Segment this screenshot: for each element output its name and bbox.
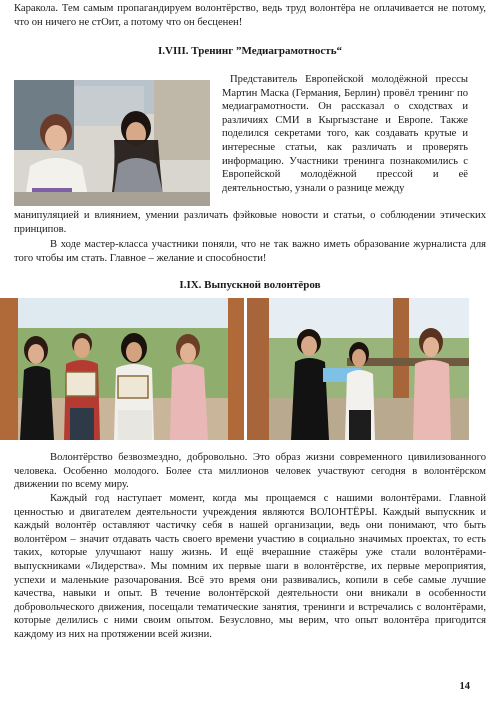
media-training-paragraph: Представитель Европейской молодёжной прессы Мартин Маска (Германия, Берлин) провёл тренинг по медиаграмотности. Он рассказал о сходствах и различиях СМИ в Кыргызстане и Европе. Также поделился секретами того, как создавать крутые и интересные статьи, как различать и проверять информацию. Участники тренинга познакомились с Европейской молодёжной прессой и её деятельностью, узнали о разнице между xyxy=(222,74,468,194)
section-heading-media-literacy: I.VIII. Тренинг ”Медиаграмотность“ xyxy=(157,45,343,57)
graduation-paragraph: Каждый год наступает момент, когда мы прощаемся с нашими волонтёрами. Главной ценностью и двигателем деятельности учреждения являются ВОЛОНТЁРЫ. Каждый выпускник и каждый волонтёр оставляют частичку себя в нашей организации, ведь они понимают, что быть волонтёром – значит отдавать часть своего времени участию в социально значимых проектах, то есть таких, которые улучшают нашу жизнь. И ещё вчерашние стажёры уже стали волонтёрами-выпускниками «Лидерства». Мы помним их первые шаги в волонтёрстве, их первые мероприятия, успехи и маленькие разочарования. Всё это время они развивались, копили в себе самые лучшие качества, навыки и опыт. В течение волонтёрской деятельности они вникали в особенности добровольческого движения, посещали тематические занятия, тренинги и встречались с волонтёрами, которые делились с ними своим опытом. Безусловно, мы верим, что опыт волонтёра пригодится каждому из них на протяжении всей жизни. xyxy=(14,493,486,640)
media-training-continuation: манипуляцией и влиянием, умении различать фэйковые новости и статьи, о соблюдении этических принципов. xyxy=(14,210,486,235)
volunteering-paragraph: Волонтёрство безвозмездно, добровольно. Это образ жизни современного цивилизованного человека. Особенно молодого. Более ста миллионов человек участвуют сегодня в волонтёрском движении по всему миру. xyxy=(14,452,486,491)
intro-paragraph: Каракола. Тем самым пропагандируем волонтёрство, ведь труд волонтёра не оплачивается не потому, что он ничего не стОит, а потому что он бесценен! xyxy=(14,3,486,28)
training-photo xyxy=(14,80,210,206)
page-number: 14 xyxy=(459,681,470,692)
graduation-photo-left xyxy=(0,298,244,440)
master-class-paragraph: В ходе мастер-класса участники поняли, что не так важно иметь образование журналиста для того чтобы им стать. Главное – желание и способности! xyxy=(14,239,486,264)
graduation-photo-right xyxy=(247,298,469,440)
section-heading-graduation: I.IX. Выпускной волонтёров xyxy=(179,279,321,291)
